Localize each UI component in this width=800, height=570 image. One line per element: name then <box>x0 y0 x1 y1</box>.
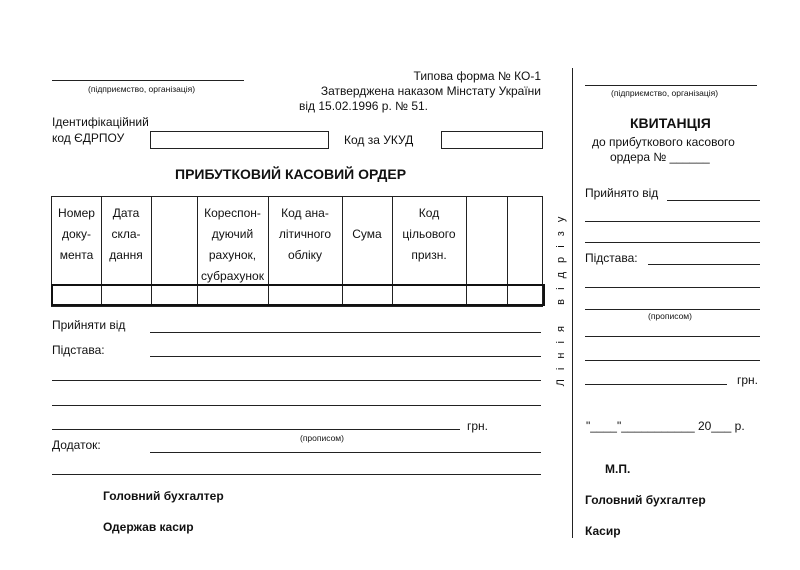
receipt-currency-label: грн. <box>737 373 759 387</box>
basis-label: Підстава: <box>52 343 105 357</box>
accepted-from-line[interactable] <box>150 332 541 333</box>
receipt-basis-line-1[interactable] <box>648 264 760 265</box>
attachment-line-2[interactable] <box>52 474 541 475</box>
receipt-basis-line-3[interactable] <box>585 309 760 310</box>
basis-line-1[interactable] <box>150 356 541 357</box>
receipt-amount-line-3[interactable] <box>585 384 727 385</box>
receipt-cashier-label: Касир <box>585 524 621 538</box>
ident-code-label-2: код ЄДРПОУ <box>52 131 125 145</box>
cashier-received-label: Одержав касир <box>103 520 194 534</box>
receipt-basis-label: Підстава: <box>585 251 638 265</box>
receipt-subtitle-1: до прибуткового касового <box>592 135 735 149</box>
header-target-code: Код цільового призн. <box>402 206 456 262</box>
ident-code-label-1: Ідентифікаційний <box>52 115 149 129</box>
receipt-accepted-from-line-1[interactable] <box>667 200 760 201</box>
amount-in-words-line[interactable] <box>52 429 460 430</box>
basis-line-2[interactable] <box>52 380 541 381</box>
form-number: Типова форма № КО-1 <box>413 69 541 83</box>
receipt-subtitle-2: ордера № ______ <box>610 150 710 164</box>
header-amount: Сума <box>352 227 382 241</box>
ukud-code-field[interactable] <box>441 131 543 149</box>
in-words-caption: (прописом) <box>300 433 344 443</box>
receipt-date-line[interactable]: "____"___________ 20___ р. <box>586 419 745 433</box>
form-approval-date: від 15.02.1996 р. № 51. <box>299 99 428 113</box>
cut-line <box>572 68 573 538</box>
cut-line-text: Л і н і я в і д р і з у <box>555 213 567 387</box>
basis-line-3[interactable] <box>52 405 541 406</box>
receipt-title: КВИТАНЦІЯ <box>630 115 711 131</box>
table-row[interactable] <box>51 284 545 306</box>
receipt-amount-line-2[interactable] <box>585 360 760 361</box>
stamp-label: М.П. <box>605 462 631 476</box>
receipt-accepted-from-line-2[interactable] <box>585 221 760 222</box>
header-corresponding-account: Кореспон- дуючий рахунок, субрахунок <box>201 206 264 283</box>
ukud-code-label: Код за УКУД <box>344 133 414 147</box>
receipt-accepted-from-label: Прийнято від <box>585 186 659 200</box>
receipt-organization-caption: (підприємство, організація) <box>611 88 719 98</box>
form-approval: Затверджена наказом Мінстату України <box>320 84 541 98</box>
receipt-in-words-caption: (прописом) <box>648 311 692 321</box>
accepted-from-label: Прийняти від <box>52 318 126 332</box>
receipt-basis-line-2[interactable] <box>585 287 760 288</box>
header-date: Дата скла- дання <box>109 206 143 262</box>
order-table <box>51 196 543 307</box>
currency-label: грн. <box>467 419 489 433</box>
receipt-organization-line <box>585 85 757 86</box>
receipt-amount-line-1[interactable] <box>585 336 760 337</box>
chief-accountant-label: Головний бухгалтер <box>103 489 224 503</box>
organization-caption: (підприємство, організація) <box>88 84 196 94</box>
edrpou-code-field[interactable] <box>150 131 329 149</box>
receipt-chief-accountant-label: Головний бухгалтер <box>585 493 706 507</box>
attachment-label: Додаток: <box>52 438 101 452</box>
organization-line <box>52 80 244 81</box>
header-document-number: Номер доку- мента <box>58 206 95 262</box>
receipt-accepted-from-line-3[interactable] <box>585 242 760 243</box>
attachment-line-1[interactable] <box>150 452 541 453</box>
order-title: ПРИБУТКОВИЙ КАСОВИЙ ОРДЕР <box>175 166 407 182</box>
header-analytical-code: Код ана- літичного обліку <box>278 206 332 262</box>
